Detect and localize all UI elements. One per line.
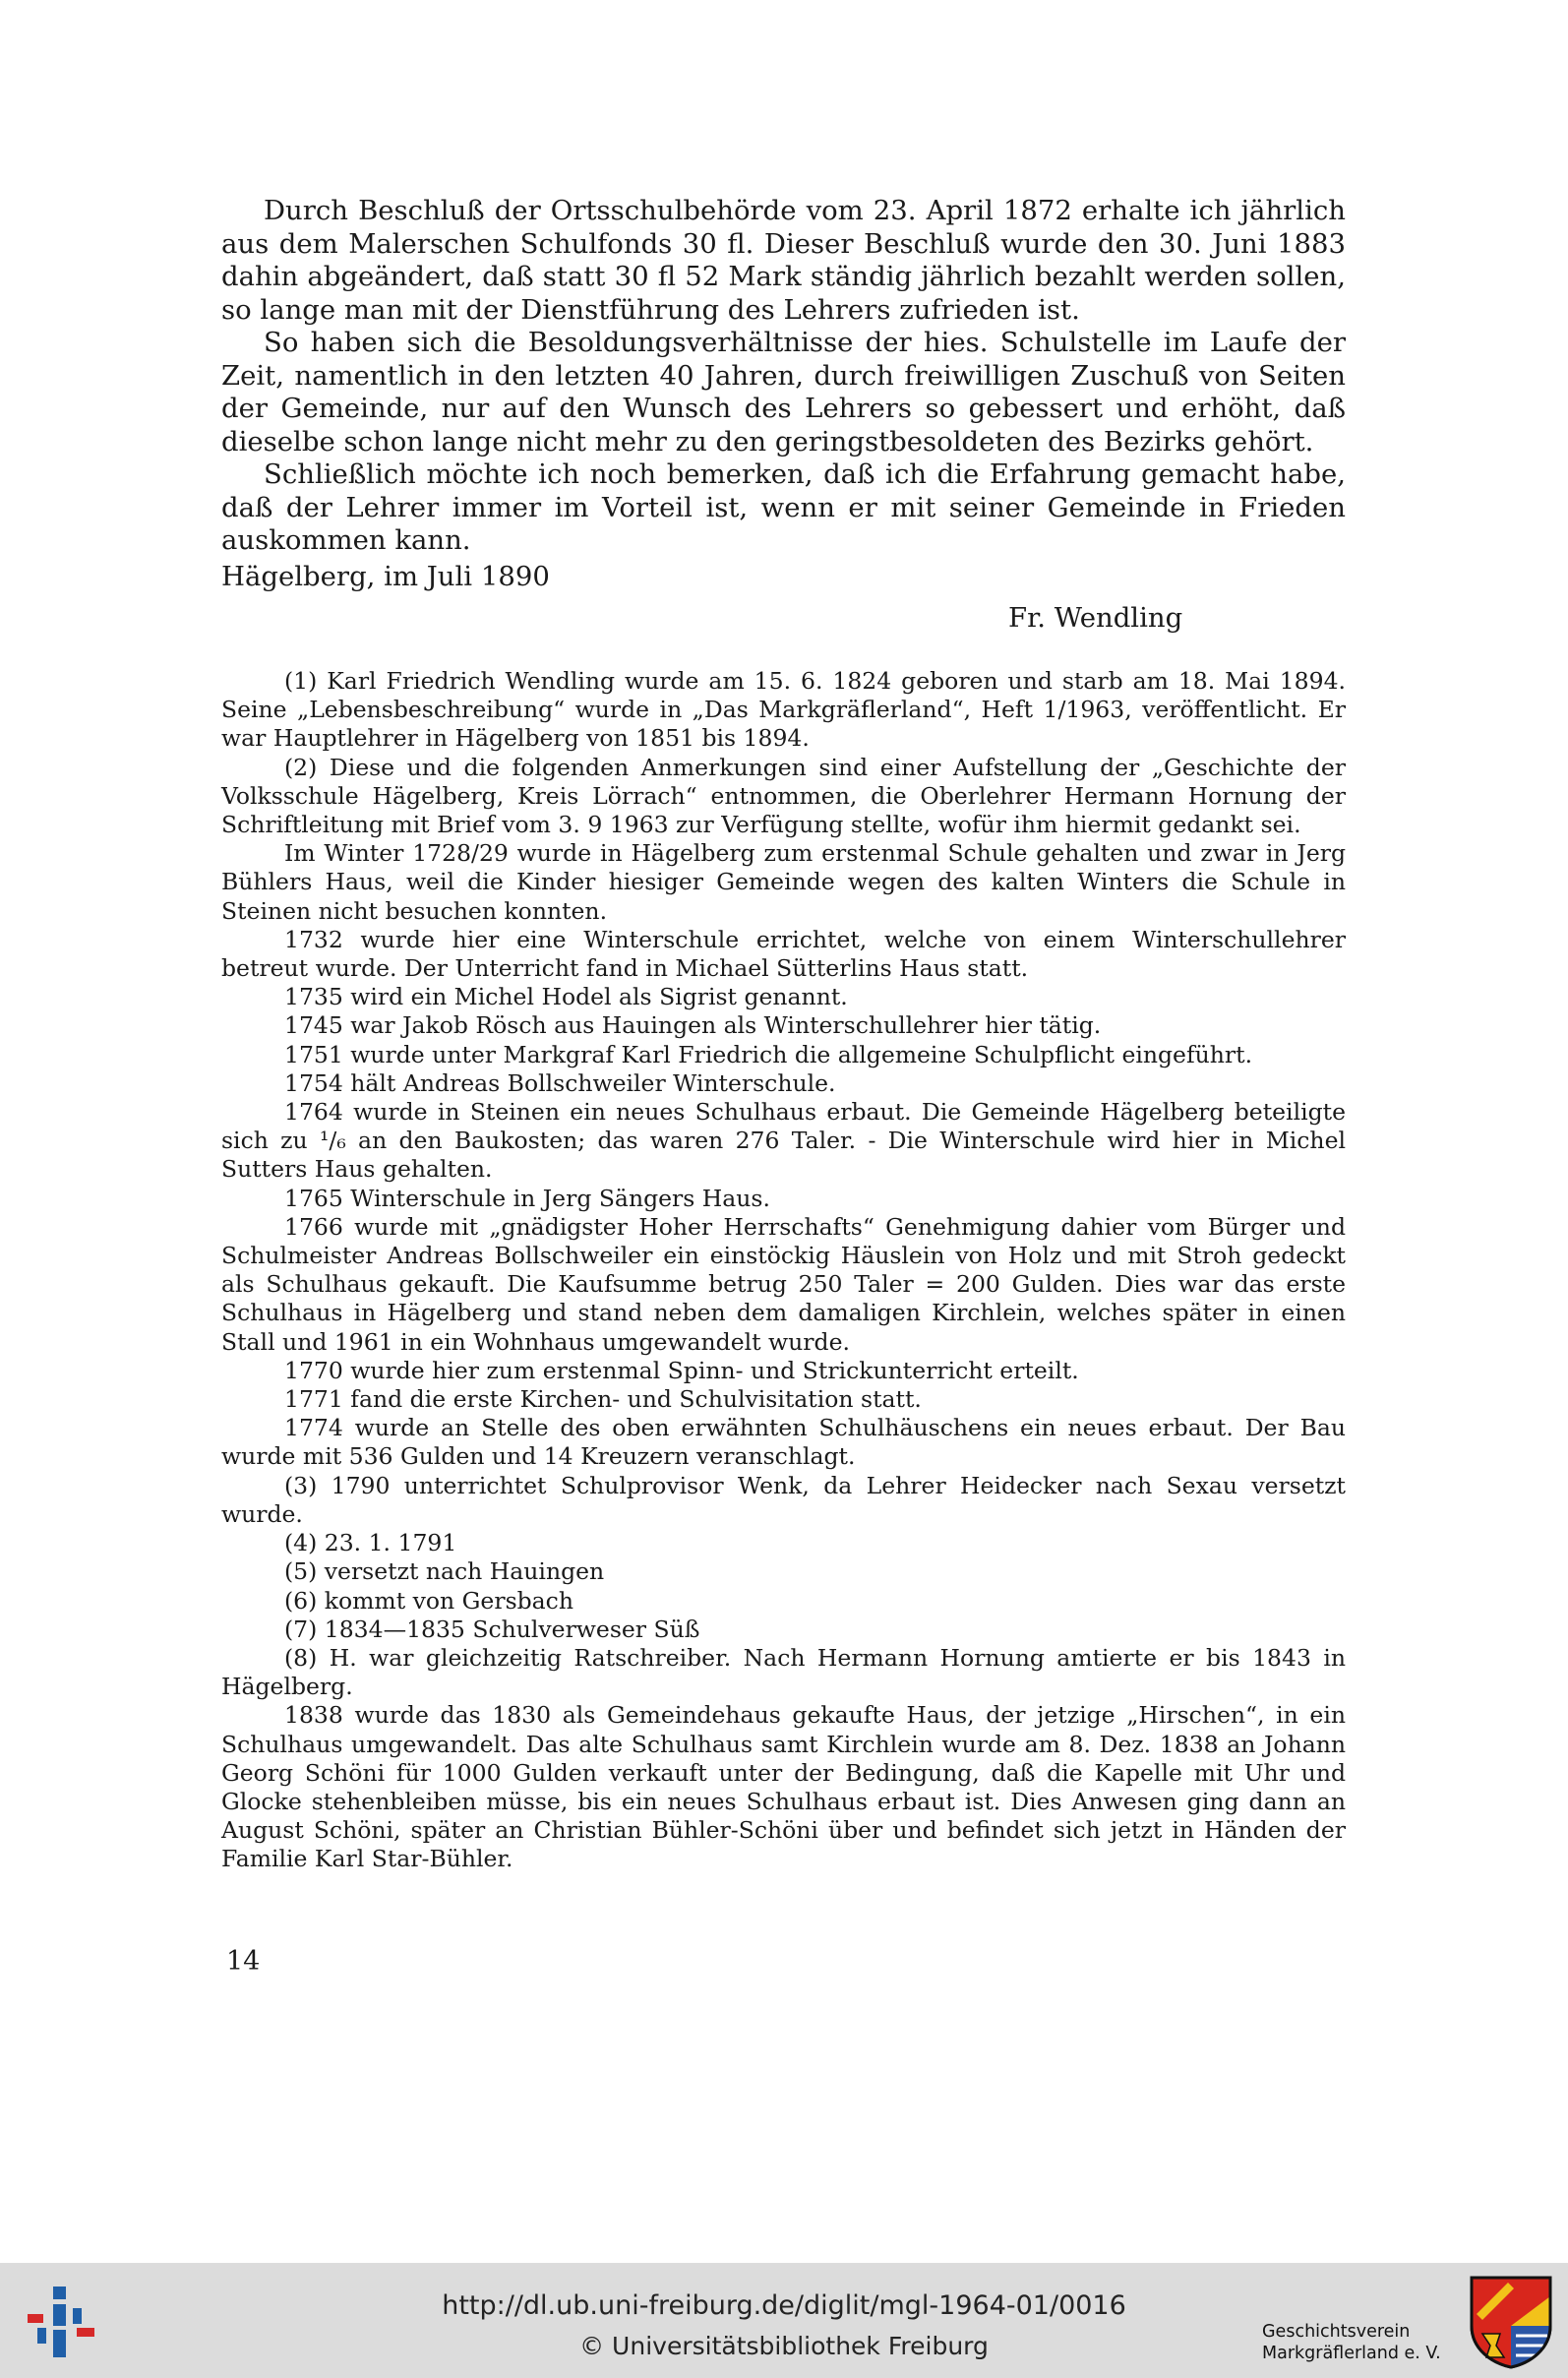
note-1: (1) Karl Friedrich Wendling wurde am 15. 6. 1824 geboren und starb am 18. Mai 1894. Seine „Lebensbeschreibung“ wurde in „Das Markgräflerland“, Heft 1/1963, veröffentlicht. Er war Hauptlehrer in Hägelberg von 1851 bis 1894.	[221, 667, 1346, 753]
note-3: (3) 1790 unterrichtet Schulprovisor Wenk, da Lehrer Heidecker nach Sexau versetzt wurde.	[221, 1471, 1346, 1528]
note-paragraph: 1838 wurde das 1830 als Gemeindehaus gekaufte Haus, der jetzige „Hirschen“, in ein Schulhaus umgewandelt. Das alte Schulhaus samt Kirchlein wurde am 8. Dez. 1838 an Johann Georg Schöni für 1000 Gulden verkauft unter der Bedingung, daß die Kapelle mit Uhr und Glocke stehenbleiben müsse, bis ein neues Schulhaus erbaut ist. Dies Anwesen ging dann an August Schöni, später an Christian Bühler-Schöni über und befindet sich jetzt in Händen der Familie Karl Star-Bühler.	[221, 1701, 1346, 1873]
body-paragraph-1: Durch Beschluß der Ortsschulbehörde vom 23. April 1872 erhalte ich jährlich aus dem Malerschen Schulfonds 30 fl. Dieser Beschluß wurde den 30. Juni 1883 dahin abgeändert, daß statt 30 fl 52 Mark ständig jährlich bezahlt werden sollen, so lange man mit der Dienstführung des Lehrers zufrieden ist.	[221, 195, 1346, 326]
copyright-text: © Universitätsbibliothek Freiburg	[579, 2332, 989, 2360]
society-line-2: Markgräflerland e. V.	[1262, 2344, 1441, 2363]
note-paragraph: 1771 fand die erste Kirchen- und Schulvisitation statt.	[284, 1385, 922, 1414]
note-paragraph: 1732 wurde hier eine Winterschule errichtet, welche von einem Winterschullehrer betreut wurde. Der Unterricht fand in Michael Sütterlins Haus statt.	[221, 925, 1346, 983]
note-2: (2) Diese und die folgenden Anmerkungen sind einer Aufstellung der „Geschichte der Volksschule Hägelberg, Kreis Lörrach“ entnommen, die Oberlehrer Hermann Hornung der Schriftleitung mit Brief vom 3. 9 1963 zur Verfügung stellte, wofür ihm hiermit gedankt sei.	[221, 753, 1346, 839]
document-url[interactable]	[0, 2290, 1568, 2321]
note-paragraph: 1745 war Jakob Rösch aus Hauingen als Winterschullehrer hier tätig.	[284, 1011, 1102, 1040]
note-5: (5) versetzt nach Hauingen	[284, 1557, 605, 1586]
note-4: (4) 23. 1. 1791	[284, 1529, 457, 1557]
note-paragraph: 1770 wurde hier zum erstenmal Spinn- und Strickunterricht erteilt.	[284, 1356, 1079, 1384]
society-line-1: Geschichtsverein	[1262, 2322, 1411, 2342]
document-url-text[interactable]: http://dl.ub.uni-freiburg.de/diglit/mgl-1964-01/0016	[442, 2290, 1126, 2321]
note-6: (6) kommt von Gersbach	[284, 1586, 573, 1615]
note-8: (8) H. war gleichzeitig Ratschreiber. Nach Hermann Hornung amtierte er bis 1843 in Hägelberg.	[221, 1643, 1346, 1701]
note-paragraph: 1774 wurde an Stelle des oben erwähnten Schulhäuschens ein neues erbaut. Der Bau wurde mit 536 Gulden und 14 Kreuzern veranschlagt.	[221, 1414, 1346, 1471]
note-paragraph: 1765 Winterschule in Jerg Sängers Haus.	[284, 1184, 770, 1212]
footnotes	[221, 667, 1346, 1874]
viewer-footer	[0, 2263, 1568, 2378]
place-date: Hägelberg, im Juli 1890	[221, 561, 550, 592]
coat-of-arms-icon[interactable]	[1469, 2275, 1553, 2369]
note-paragraph: 1735 wird ein Michel Hodel als Sigrist genannt.	[284, 983, 848, 1011]
note-paragraph: 1766 wurde mit „gnädigster Hoher Herrschafts“ Genehmigung dahier vom Bürger und Schulmeister Andreas Bollschweiler ein einstöckig Häuslein von Holz und mit Stroh gedeckt als Schulhaus gekauft. Die Kaufsumme betrug 250 Taler = 200 Gulden. Dies war das erste Schulhaus in Hägelberg und stand neben dem damaligen Kirchlein, welches später in einen Stall und 1961 in ein Wohnhaus umgewandelt wurde.	[221, 1212, 1346, 1356]
page-number: 14	[226, 1946, 261, 1977]
note-paragraph: 1764 wurde in Steinen ein neues Schulhaus erbaut. Die Gemeinde Hägelberg beteiligte sich zu ¹/₆ an den Baukosten; das waren 276 Taler. - Die Winterschule wird hier in Michel Sutters Haus gehalten.	[221, 1098, 1346, 1184]
body-paragraph-3: Schließlich möchte ich noch bemerken, daß ich die Erfahrung gemacht habe, daß der Lehrer immer im Vorteil ist, wenn er mit seiner Gemeinde in Frieden auskommen kann.	[221, 458, 1346, 556]
society-name	[1262, 2321, 1441, 2364]
body-text	[221, 195, 1346, 558]
note-paragraph: Im Winter 1728/29 wurde in Hägelberg zum erstenmal Schule gehalten und zwar in Jerg Bühlers Haus, weil die Kinder hiesiger Gemeinde wegen des kalten Winters die Schule in Steinen nicht besuchen konnten.	[221, 839, 1346, 925]
body-paragraph-2: So haben sich die Besoldungsverhältnisse der hies. Schulstelle im Laufe der Zeit, namentlich in den letzten 40 Jahren, durch freiwilligen Zuschuß von Seiten der Gemeinde, nur auf den Wunsch des Lehrers so gebessert und erhöht, daß dieselbe schon lange nicht mehr zu den geringstbesoldeten des Bezirks gehört.	[221, 327, 1346, 457]
note-paragraph: 1754 hält Andreas Bollschweiler Winterschule.	[284, 1068, 836, 1097]
note-paragraph: 1751 wurde unter Markgraf Karl Friedrich die allgemeine Schulpflicht eingeführt.	[284, 1040, 1253, 1068]
signature: Fr. Wendling	[1008, 602, 1183, 634]
note-7: (7) 1834—1835 Schulverweser Süß	[284, 1615, 700, 1643]
